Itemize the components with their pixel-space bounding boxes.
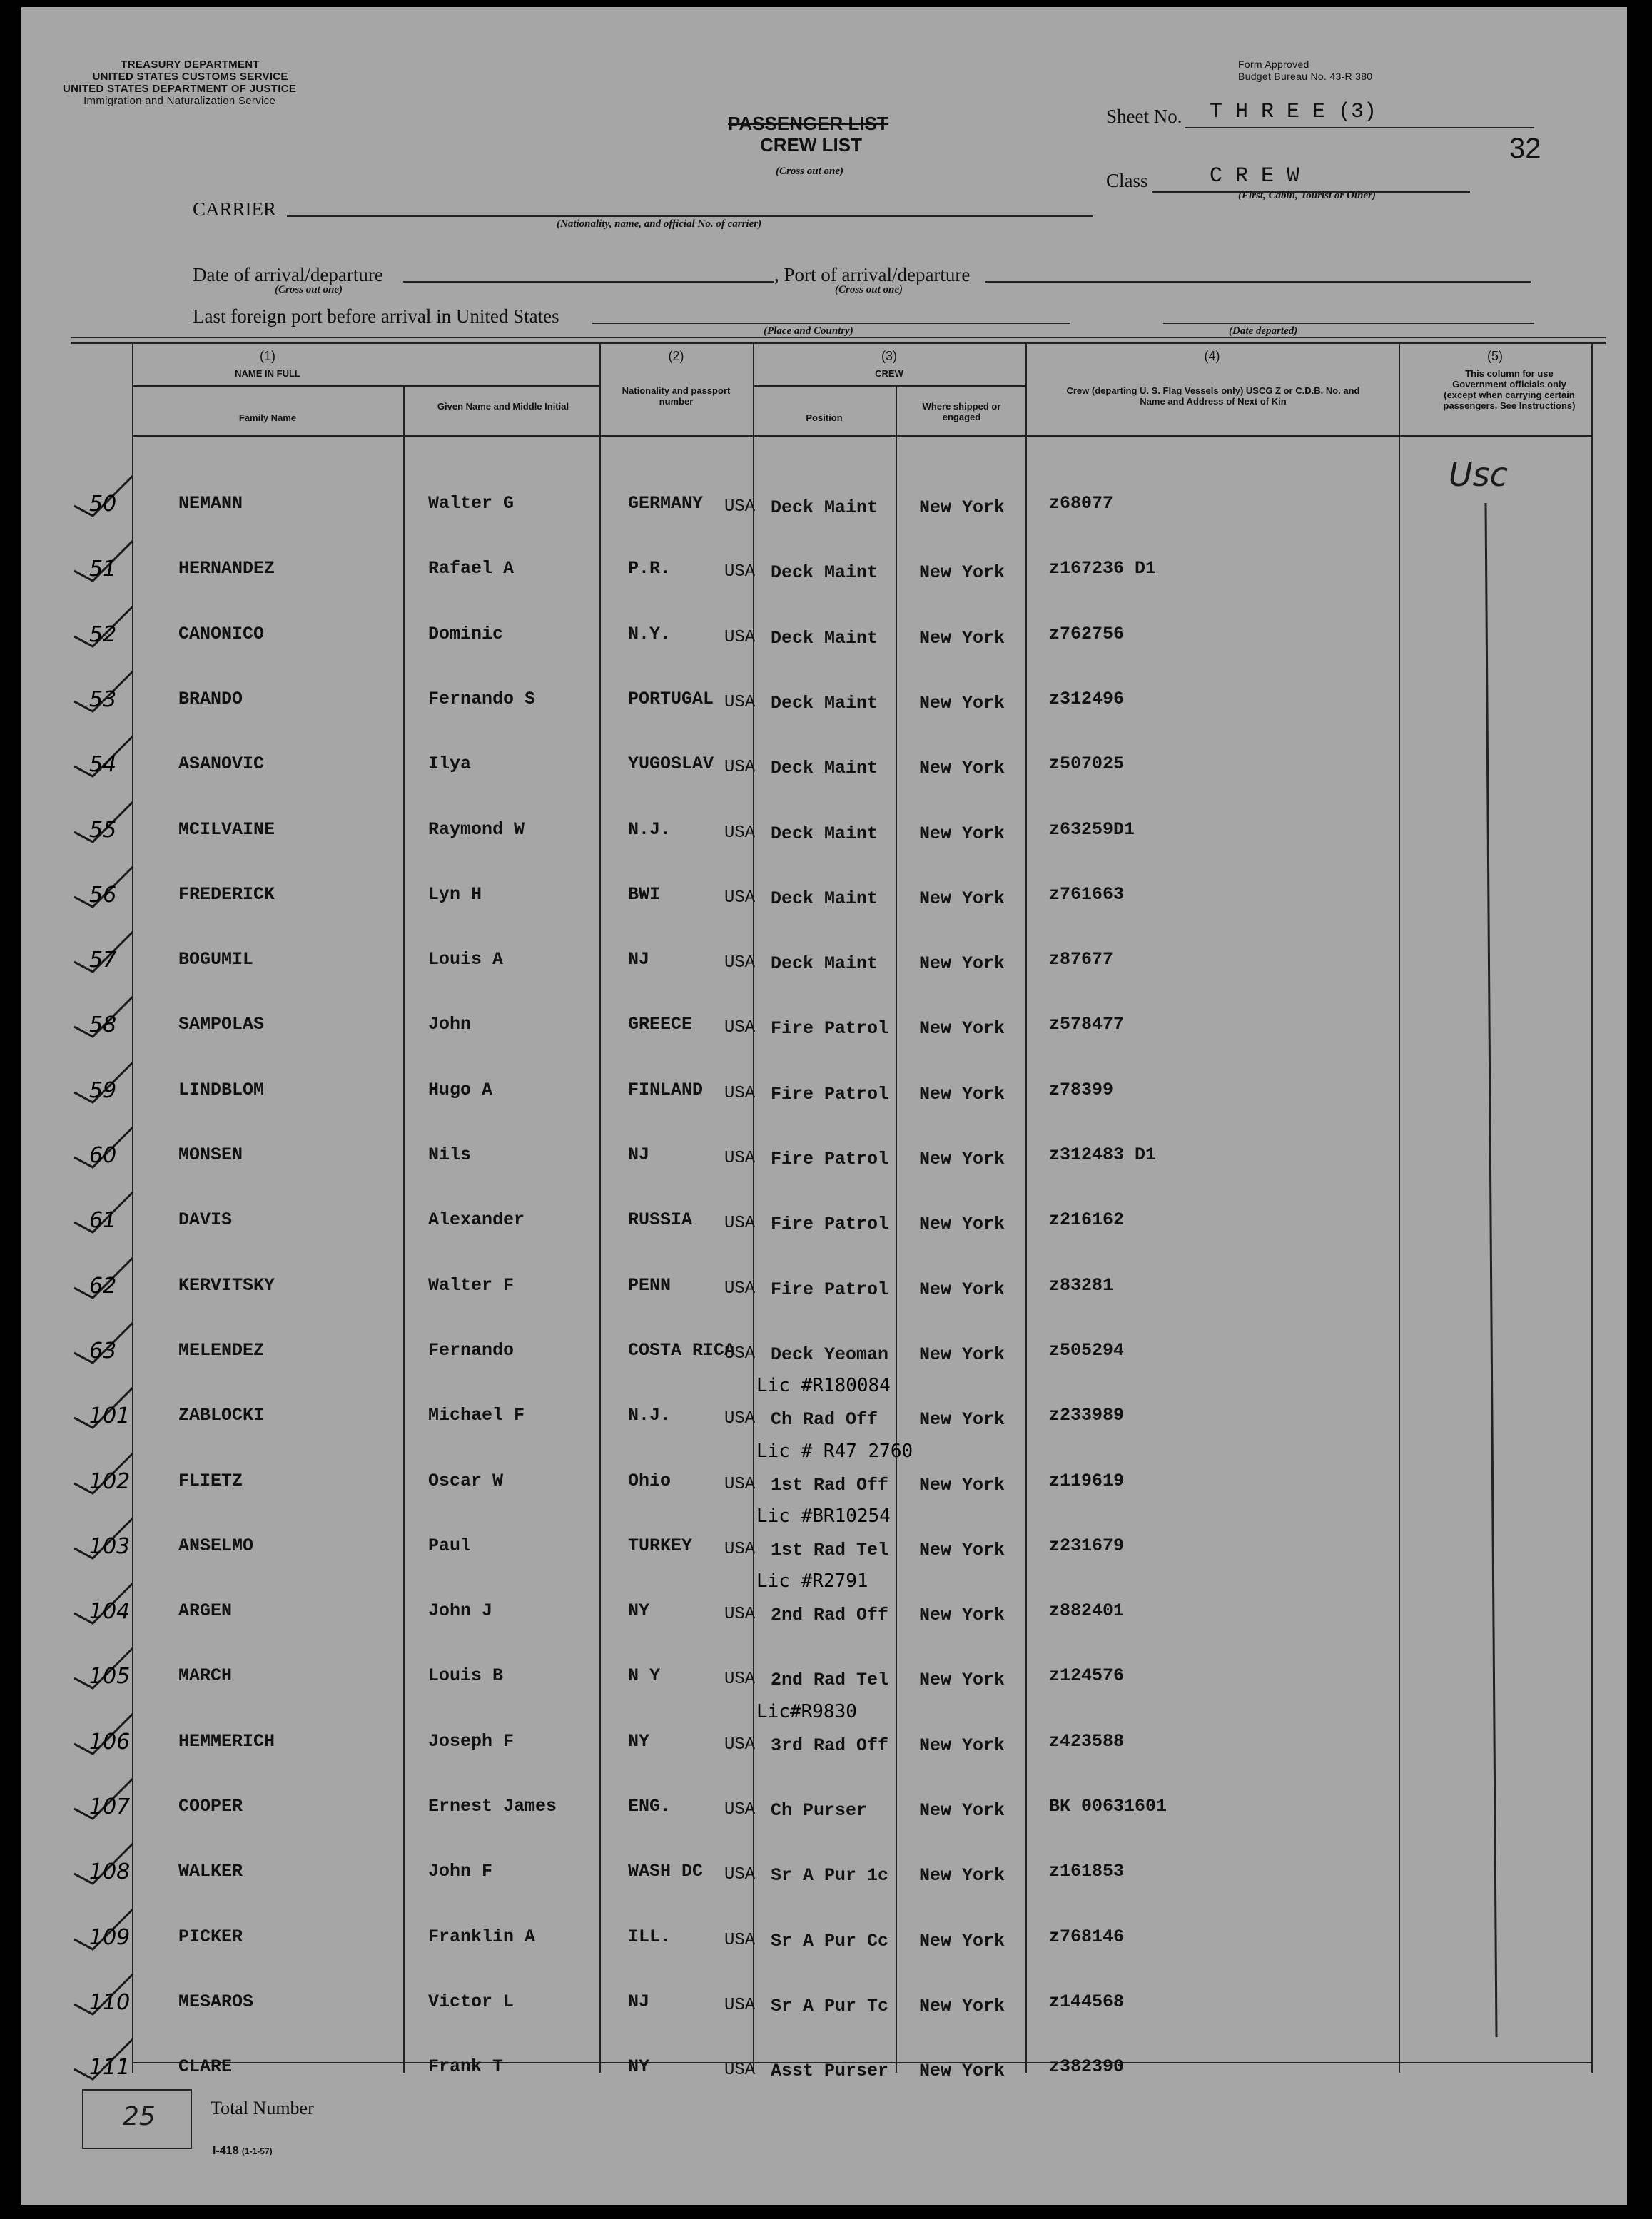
row-number: 103	[89, 1533, 131, 1559]
family-name: FLIETZ	[178, 1470, 243, 1491]
crew-position: 1st Rad Off	[771, 1474, 889, 1496]
row-number: 57	[89, 948, 117, 973]
z-number: z119619	[1049, 1470, 1125, 1491]
license-number: Lic #R2791	[756, 1570, 868, 1593]
col5-number: (5)	[1487, 349, 1503, 363]
shipped-location: New York	[919, 692, 1005, 714]
nationality: P.R.	[628, 558, 672, 579]
nationality: N Y	[628, 1665, 661, 1687]
passport-usa: USA	[724, 1149, 756, 1168]
given-name: Raymond W	[428, 818, 525, 840]
table-row	[21, 1054, 1627, 1119]
shipped-location: New York	[919, 888, 1005, 909]
shipped-location: New York	[919, 953, 1005, 975]
given-name-header: Given Name and Middle Initial	[437, 401, 569, 412]
given-name: Paul	[428, 1535, 472, 1556]
table-row	[21, 1249, 1627, 1314]
row-number: 109	[89, 1924, 131, 1950]
shipped-location: New York	[919, 1800, 1005, 1821]
z-number: z87677	[1049, 949, 1114, 970]
family-name: COOPER	[178, 1796, 243, 1817]
crew-position: Deck Yeoman	[771, 1344, 889, 1365]
family-name: MELENDEZ	[178, 1339, 265, 1361]
shipped-location: New York	[919, 1995, 1005, 2016]
shipped-location: New York	[919, 1670, 1005, 1691]
table-row	[21, 1505, 1627, 1575]
table-row	[21, 1901, 1627, 1966]
row-number: 59	[89, 1077, 117, 1103]
passport-usa: USA	[724, 1279, 756, 1299]
z-number: z216162	[1049, 1209, 1125, 1231]
z-number: z768146	[1049, 1926, 1125, 1947]
row-number: 110	[89, 1989, 131, 2015]
nationality: NY	[628, 1600, 650, 1622]
license-number: Lic # R47 2760	[756, 1440, 913, 1462]
given-name: Alexander	[428, 1209, 525, 1231]
table-row	[21, 793, 1627, 858]
family-name: FREDERICK	[178, 883, 275, 905]
last-port-line	[592, 323, 1070, 324]
nationality: NJ	[628, 1991, 650, 2012]
total-box	[82, 2089, 192, 2149]
family-name: HERNANDEZ	[178, 558, 275, 579]
family-name: ARGEN	[178, 1600, 233, 1622]
crew-position: Fire Patrol	[771, 1149, 889, 1169]
z-number: z578477	[1049, 1014, 1125, 1035]
crew-position: Sr A Pur Tc	[771, 1995, 889, 2016]
nationality: Ohio	[628, 1470, 672, 1491]
port-arrival-label: , Port of arrival/departure	[774, 264, 971, 285]
z-number: z144568	[1049, 1991, 1125, 2012]
row-number: 102	[89, 1468, 131, 1494]
shipped-location: New York	[919, 1735, 1005, 1756]
shipped-location: New York	[919, 1279, 1005, 1300]
class-note: (First, Cabin, Tourist or Other)	[1238, 190, 1376, 201]
passport-usa: USA	[724, 1670, 756, 1690]
passport-usa: USA	[724, 1409, 756, 1429]
given-name: John	[428, 1014, 472, 1035]
nationality: PENN	[628, 1274, 672, 1296]
family-name: KERVITSKY	[178, 1274, 275, 1296]
z-number: z423588	[1049, 1730, 1125, 1752]
passport-usa: USA	[724, 1930, 756, 1950]
license-number: Lic #R180084	[756, 1375, 891, 1397]
table-row	[21, 1835, 1627, 1900]
shipped-location: New York	[919, 497, 1005, 518]
passport-usa: USA	[724, 1800, 756, 1819]
license-number: Lic #BR10254	[756, 1505, 891, 1527]
passport-usa: USA	[724, 1018, 756, 1038]
license-number: Lic#R9830	[756, 1700, 857, 1722]
table-row	[21, 988, 1627, 1053]
shipped-location: New York	[919, 2061, 1005, 2082]
table-row	[21, 1314, 1627, 1379]
z-number: z63259D1	[1049, 818, 1135, 840]
family-name: MARCH	[178, 1665, 233, 1687]
z-number: z312483 D1	[1049, 1144, 1157, 1165]
table-top-line-2	[71, 342, 1606, 344]
given-name: Dominic	[428, 623, 504, 644]
z-number: z124576	[1049, 1665, 1125, 1687]
family-name: DAVIS	[178, 1209, 233, 1231]
nationality: N.J.	[628, 818, 672, 840]
table-row	[21, 1184, 1627, 1249]
row-number: 111	[89, 2055, 131, 2081]
row-number: 105	[89, 1664, 131, 1690]
passport-usa: USA	[724, 2061, 756, 2081]
carrier-label: CARRIER	[193, 198, 277, 220]
given-name: Ilya	[428, 753, 472, 775]
table-row	[21, 663, 1627, 728]
given-name: Hugo A	[428, 1079, 493, 1100]
given-name: Nils	[428, 1144, 472, 1165]
passport-usa: USA	[724, 758, 756, 778]
given-name: Fernando	[428, 1339, 515, 1361]
shipped-location: New York	[919, 758, 1005, 779]
total-value: 25	[123, 2102, 156, 2131]
given-name: Frank T	[428, 2056, 504, 2078]
passport-usa: USA	[724, 1605, 756, 1625]
class-label: Class	[1106, 170, 1148, 191]
passport-usa: USA	[724, 1735, 756, 1755]
table-row	[21, 1119, 1627, 1184]
nationality: NJ	[628, 949, 650, 970]
position-header: Position	[806, 412, 843, 423]
crew-position: Deck Maint	[771, 627, 878, 649]
given-name: Oscar W	[428, 1470, 504, 1491]
given-name: Rafael A	[428, 558, 515, 579]
manifest-sheet	[21, 7, 1627, 2205]
z-number: z382390	[1049, 2056, 1125, 2078]
passport-usa: USA	[724, 497, 756, 517]
nationality: YUGOSLAV	[628, 753, 714, 775]
crew-position: Sr A Pur 1c	[771, 1865, 889, 1887]
shipped-location: New York	[919, 1605, 1005, 1626]
row-number: 63	[89, 1338, 117, 1364]
crew-position: Deck Maint	[771, 953, 878, 975]
col5-handwritten-mark: Usc	[1449, 455, 1508, 494]
family-name: LINDBLOM	[178, 1079, 265, 1100]
row-number: 104	[89, 1599, 131, 1625]
shipped-location: New York	[919, 823, 1005, 844]
row-number: 53	[89, 686, 117, 712]
given-name: Louis B	[428, 1665, 504, 1687]
crew-info-header: Crew (departing U. S. Flag Vessels only) USCG Z or C.D.B. No. and Name and Address of Next of Kin	[1066, 385, 1360, 407]
date-departed-line	[1163, 323, 1534, 324]
nationality: GREECE	[628, 1014, 693, 1035]
port-arrival-note: (Cross out one)	[835, 284, 903, 295]
table-row	[21, 1570, 1627, 1640]
crew-position: Sr A Pur Cc	[771, 1930, 889, 1951]
given-name: Joseph F	[428, 1730, 515, 1752]
z-number: z505294	[1049, 1339, 1125, 1361]
z-number: z78399	[1049, 1079, 1114, 1100]
table-row	[21, 2031, 1627, 2096]
z-number: z231679	[1049, 1535, 1125, 1556]
passport-usa: USA	[724, 562, 756, 582]
crew-position: 2nd Rad Off	[771, 1605, 889, 1626]
table-row	[21, 1375, 1627, 1444]
family-name: CANONICO	[178, 623, 265, 644]
table-row	[21, 532, 1627, 597]
passport-usa: USA	[724, 1995, 756, 2015]
row-number: 106	[89, 1729, 131, 1755]
shipped-location: New York	[919, 1083, 1005, 1105]
nationality: NY	[628, 1730, 650, 1752]
row-number: 101	[89, 1403, 131, 1429]
crew-position: 2nd Rad Tel	[771, 1670, 889, 1691]
family-name: MESAROS	[178, 1991, 254, 2012]
shipped-location: New York	[919, 1865, 1005, 1887]
crew-position: Ch Purser	[771, 1800, 868, 1821]
z-number: z83281	[1049, 1274, 1114, 1296]
table-row	[21, 1640, 1627, 1705]
nationality: BWI	[628, 883, 661, 905]
place-note: (Place and Country)	[764, 325, 853, 337]
family-name: BRANDO	[178, 688, 243, 709]
total-label: Total Number	[211, 2098, 314, 2118]
z-number: z312496	[1049, 688, 1125, 709]
form-approved-line-1: Form Approved	[1238, 59, 1309, 70]
family-name: SAMPOLAS	[178, 1014, 265, 1035]
passenger-list-title: PASSENGER LIST	[728, 113, 888, 134]
family-name: ASANOVIC	[178, 753, 265, 775]
date-arrival-label: Date of arrival/departure	[193, 264, 383, 285]
agency-line-1: TREASURY DEPARTMENT	[121, 59, 260, 71]
shipped-location: New York	[919, 1539, 1005, 1560]
row-number: 51	[89, 557, 117, 582]
nationality-header: Nationality and passport number	[622, 385, 731, 407]
nationality: RUSSIA	[628, 1209, 693, 1231]
given-name: Franklin A	[428, 1926, 536, 1947]
crew-position: 3rd Rad Off	[771, 1735, 889, 1756]
crew-list-title: CREW LIST	[760, 134, 862, 156]
passport-usa: USA	[724, 692, 756, 712]
z-number: z68077	[1049, 493, 1114, 514]
crew-position: Fire Patrol	[771, 1018, 889, 1040]
form-approved	[1238, 59, 1372, 83]
family-name: MCILVAINE	[178, 818, 275, 840]
name-subhead-line	[132, 385, 599, 387]
nationality: NY	[628, 2056, 650, 2078]
table-row	[21, 467, 1627, 532]
passport-usa: USA	[724, 1083, 756, 1103]
family-name: BOGUMIL	[178, 949, 254, 970]
form-number	[213, 2145, 273, 2158]
family-name-header: Family Name	[238, 412, 297, 423]
row-number: 54	[89, 752, 117, 778]
row-number: 108	[89, 1859, 131, 1885]
nationality: WASH DC	[628, 1861, 704, 1882]
crew-position: Ch Rad Off	[771, 1409, 878, 1431]
shipped-location: New York	[919, 1930, 1005, 1951]
family-name: MONSEN	[178, 1144, 243, 1165]
agency-line-2: UNITED STATES CUSTOMS SERVICE	[92, 71, 288, 83]
row-number: 56	[89, 882, 117, 908]
crew-position: Fire Patrol	[771, 1214, 889, 1235]
table-row	[21, 923, 1627, 988]
shipped-location: New York	[919, 627, 1005, 649]
date-arrival-line	[403, 281, 774, 283]
carrier-note: (Nationality, name, and official No. of carrier)	[557, 218, 762, 230]
table-row	[21, 1700, 1627, 1770]
given-name: Lyn H	[428, 883, 482, 905]
family-name: CLARE	[178, 2056, 233, 2078]
table-row	[21, 598, 1627, 663]
nationality: ENG.	[628, 1796, 672, 1817]
crew-position: Asst Purser	[771, 2061, 889, 2082]
form-approved-line-2: Budget Bureau No. 43-R 380	[1238, 71, 1373, 82]
nationality: N.Y.	[628, 623, 672, 644]
table-row	[21, 1966, 1627, 2031]
row-number: 52	[89, 621, 117, 647]
z-number: z762756	[1049, 623, 1125, 644]
crew-subhead-line	[753, 385, 1025, 387]
z-number: z507025	[1049, 753, 1125, 775]
header-bottom-line	[132, 435, 1591, 437]
table-row	[21, 1770, 1627, 1835]
nationality: NJ	[628, 1144, 650, 1165]
row-number: 61	[89, 1208, 117, 1234]
crew-position: Fire Patrol	[771, 1083, 889, 1105]
agency-header	[63, 59, 296, 107]
given-name: Fernando S	[428, 688, 536, 709]
crew-position: Deck Maint	[771, 497, 878, 518]
passport-usa: USA	[724, 888, 756, 908]
form-number-id: I-418	[213, 2145, 239, 2157]
table-row	[21, 1440, 1627, 1510]
z-number: BK 00631601	[1049, 1796, 1167, 1817]
given-name: Walter F	[428, 1274, 515, 1296]
given-name: John F	[428, 1861, 493, 1882]
class-value: C R E W	[1210, 164, 1300, 188]
z-number: z167236 D1	[1049, 558, 1157, 579]
passport-usa: USA	[724, 1539, 756, 1559]
col4-number: (4)	[1204, 349, 1220, 363]
agency-line-4: Immigration and Naturalization Service	[83, 95, 276, 107]
col3-number: (3)	[881, 349, 897, 363]
given-name: Walter G	[428, 493, 515, 514]
passport-usa: USA	[724, 1344, 756, 1364]
table-row	[21, 858, 1627, 923]
passport-usa: USA	[724, 1865, 756, 1885]
family-name: WALKER	[178, 1861, 243, 1882]
given-name: Louis A	[428, 949, 504, 970]
shipped-location: New York	[919, 1409, 1005, 1431]
crew-position: Deck Maint	[771, 692, 878, 714]
crew-position: Fire Patrol	[771, 1279, 889, 1300]
family-name: ZABLOCKI	[178, 1405, 265, 1426]
shipped-location: New York	[919, 1214, 1005, 1235]
nationality: PORTUGAL	[628, 688, 714, 709]
row-number: 55	[89, 817, 117, 843]
shipped-header: Where shipped or engaged	[922, 401, 1001, 422]
port-arrival-line	[985, 281, 1531, 283]
nationality: COSTA RICA	[628, 1339, 736, 1361]
date-departed-note: (Date departed)	[1229, 325, 1298, 337]
crew-position: Deck Maint	[771, 758, 878, 779]
shipped-location: New York	[919, 1474, 1005, 1496]
row-number: 58	[89, 1012, 117, 1038]
crew-position: Deck Maint	[771, 823, 878, 844]
given-name: Ernest James	[428, 1796, 557, 1817]
nationality: N.J.	[628, 1405, 672, 1426]
page-number: 32	[1509, 133, 1541, 164]
nationality: ILL.	[628, 1926, 672, 1947]
shipped-location: New York	[919, 1018, 1005, 1040]
nationality: GERMANY	[628, 493, 704, 514]
z-number: z882401	[1049, 1600, 1125, 1622]
shipped-location: New York	[919, 1344, 1005, 1365]
family-name: NEMANN	[178, 493, 243, 514]
last-port-label: Last foreign port before arrival in United States	[193, 305, 559, 327]
crew-position: Deck Maint	[771, 562, 878, 584]
officials-header: This column for use Government officials only (except when carrying certain passengers. See Instructions)	[1443, 368, 1576, 411]
row-number: 50	[89, 492, 117, 517]
z-number: z761663	[1049, 883, 1125, 905]
agency-line-3: UNITED STATES DEPARTMENT OF JUSTICE	[63, 83, 297, 95]
given-name: John J	[428, 1600, 493, 1622]
crew-position: 1st Rad Tel	[771, 1539, 889, 1560]
crew-position: Deck Maint	[771, 888, 878, 909]
date-arrival-note: (Cross out one)	[275, 284, 343, 295]
col1-title: NAME IN FULL	[235, 368, 300, 379]
family-name: ANSELMO	[178, 1535, 254, 1556]
carrier-line	[287, 215, 1093, 217]
nationality: TURKEY	[628, 1535, 693, 1556]
sheet-value: T H R E E (3)	[1210, 100, 1377, 124]
row-number: 107	[89, 1794, 131, 1819]
cross-out-note: (Cross out one)	[776, 166, 844, 177]
nationality: FINLAND	[628, 1079, 704, 1100]
sheet-label: Sheet No.	[1106, 106, 1182, 127]
z-number: z233989	[1049, 1405, 1125, 1426]
passport-usa: USA	[724, 823, 756, 843]
z-number: z161853	[1049, 1861, 1125, 1882]
family-name: PICKER	[178, 1926, 243, 1947]
passport-usa: USA	[724, 1214, 756, 1234]
family-name: HEMMERICH	[178, 1730, 275, 1752]
passport-usa: USA	[724, 953, 756, 973]
passport-usa: USA	[724, 627, 756, 647]
sheet-underline	[1185, 127, 1534, 128]
table-row	[21, 728, 1627, 793]
row-number: 62	[89, 1273, 117, 1299]
form-number-date: (1-1-57)	[241, 2146, 273, 2156]
col2-number: (2)	[668, 349, 684, 363]
table-top-line-1	[71, 337, 1606, 338]
col1-number: (1)	[260, 349, 275, 363]
shipped-location: New York	[919, 1149, 1005, 1169]
given-name: Victor L	[428, 1991, 515, 2012]
passport-usa: USA	[724, 1474, 756, 1494]
given-name: Michael F	[428, 1405, 525, 1426]
shipped-location: New York	[919, 562, 1005, 584]
crew-header: CREW	[875, 368, 903, 379]
row-number: 60	[89, 1143, 117, 1168]
